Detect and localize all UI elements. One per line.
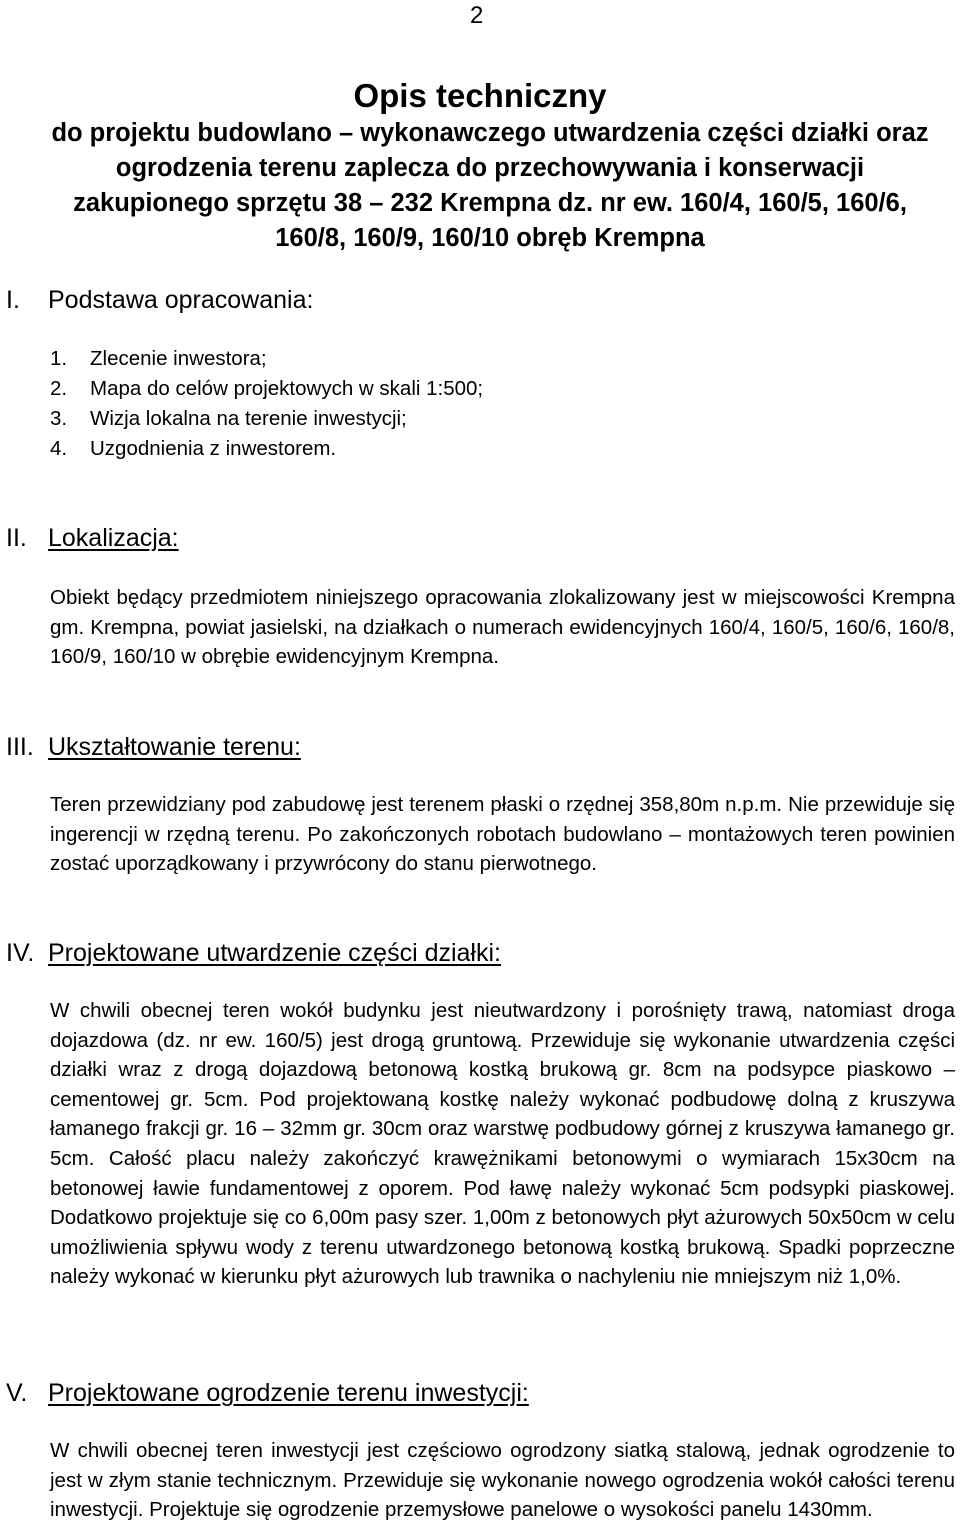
section-heading-paving [6, 938, 501, 968]
section-heading-terrain [6, 732, 301, 762]
section-title: Lokalizacja: [48, 524, 179, 552]
section-title: Ukształtowanie terenu: [48, 733, 301, 761]
paving-paragraph: W chwili obecnej teren wokół budynku jest nieutwardzony i porośnięty trawą, natomiast droga dojazdowa (dz. nr ew. 160/5) jest drogą gruntową. Przewiduje się wykonanie utwardzenia części działki wraz z drogą dojazdową betonową kostką brukową gr. 8cm na podsypce piaskowo – cementowej gr. 5cm. Pod projektowaną kostkę należy wykonać podbudowę dolną z kruszywa łamanego frakcji gr. 16 – 32mm gr. 30cm oraz warstwę podbudowy górnej z kruszywa łamanego gr. 5cm. Całość placu należy zakończyć krawężnikami betonowymi o wymiarach 15x30cm na betonowej ławie fundamentowej z oporem. Pod ławę należy wykonać 5cm podsypki piaskowej. Dodatkowo projektuje się co 6,00m pasy szer. 1,00m z betonowych płyt ażurowych 50x50cm w celu umożliwienia spływu wody z terenu utwardzonego betonową kostką brukową. Spadki poprzeczne należy wykonać w kierunku płyt ażurowych lub trawnika o nachyleniu nie mniejszym niż 1,0%. [50, 999, 955, 1289]
terrain-paragraph: Teren przewidziany pod zabudowę jest terenem płaski o rzędnej 358,80m n.p.m. Nie przewiduje się ingerencji w rzędną terenu. Po zakończonych robotach budowlano – montażowych teren powinien zostać uporządkowany i przywrócony do stanu pierwotnego. [50, 793, 955, 876]
list-item: 3. Wizja lokalna na terenie inwestycji; [50, 407, 407, 430]
list-item: 4. Uzgodnienia z inwestorem. [50, 437, 337, 460]
document-title: Opis techniczny [353, 77, 607, 114]
basis-list [50, 344, 483, 464]
section-heading-location [6, 523, 179, 553]
section-number: IV. [6, 939, 35, 967]
section-title: Podstawa opracowania: [48, 286, 314, 314]
section-number: I. [6, 286, 20, 314]
list-item: 1. Zlecenie inwestora; [50, 347, 267, 370]
page-number: 2 [470, 2, 484, 29]
section-heading-fencing [6, 1378, 529, 1408]
location-paragraph: Obiekt będący przedmiotem niniejszego opracowania zlokalizowany jest w miejscowości Krempna gm. Krempna, powiat jasielski, na działkach o numerach ewidencyjnych 160/4, 160/5, 160/6, 160/8, 160/9, 160/10 w obrębie ewidencyjnym Krempna. [50, 586, 955, 669]
section-title: Projektowane ogrodzenie terenu inwestycji: [48, 1379, 529, 1407]
section-title: Projektowane utwardzenie części działki: [48, 939, 501, 967]
section-number: V. [6, 1379, 28, 1407]
fencing-paragraph: W chwili obecnej teren inwestycji jest częściowo ogrodzony siatką stalową, jednak ogrodzenie to jest w złym stanie technicznym. Przewiduje się wykonanie nowego ogrodzenia wokół całości terenu inwestycji. Projektuje się ogrodzenie przemysłowe panelowe o wysokości panelu 1430mm. [50, 1439, 955, 1522]
section-heading-basis [6, 285, 313, 315]
document-subtitle: do projektu budowlano – wykonawczego utwardzenia części działki oraz ogrodzenia terenu zaplecza do przechowywania i konserwacji zakupionego sprzętu 38 – 232 Krempna dz. nr ew. 160/4, 160/5, 160/6, 160/8, 160/9, 160/10 obręb Krempna [51, 119, 929, 252]
section-number: II. [6, 524, 27, 552]
list-item: 2. Mapa do celów projektowych w skali 1:500; [50, 377, 484, 400]
section-number: III. [6, 733, 34, 761]
